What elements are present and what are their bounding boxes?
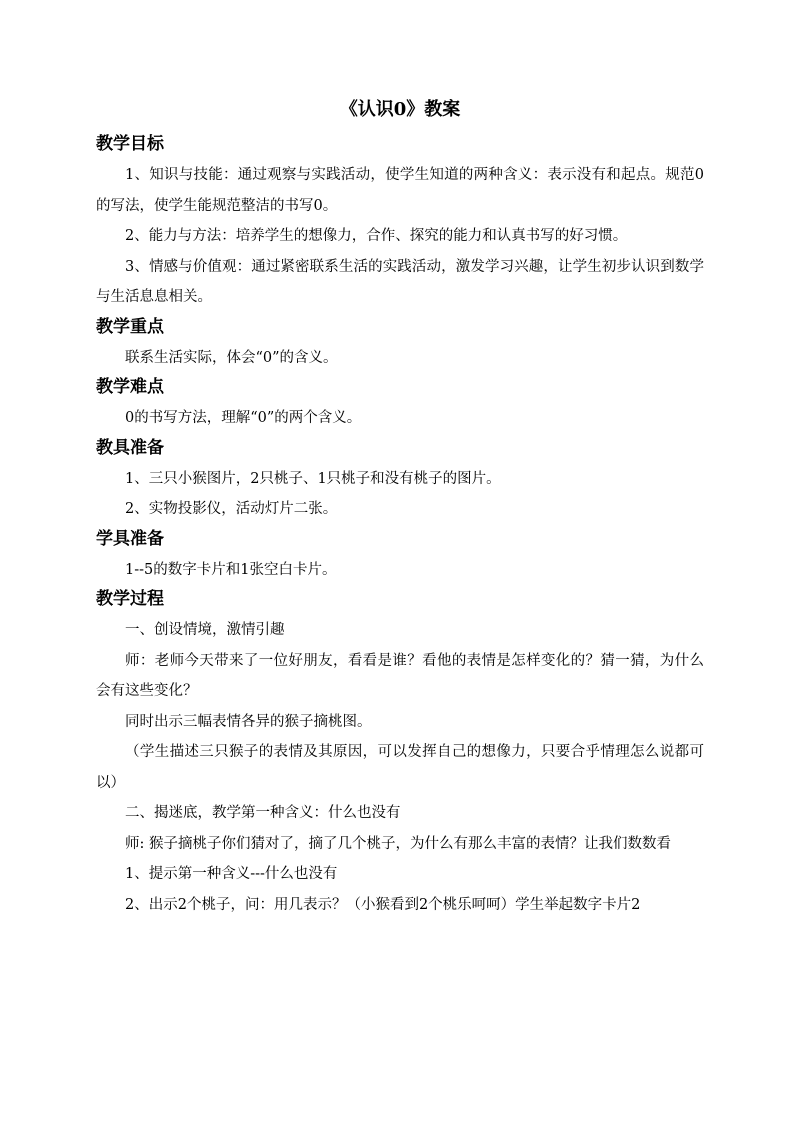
- paragraph: 1、提示第一种含义---什么也没有: [125, 866, 338, 882]
- paragraph: 二、揭迷底，教学第一种含义：什么也没有: [125, 805, 401, 821]
- section-heading-goals: 教学目标: [96, 134, 164, 154]
- paragraph: 同时出示三幅表情各异的猴子摘桃图。: [125, 713, 372, 730]
- section-heading-teaching-process: 教学过程: [96, 589, 164, 609]
- section-heading-teaching-aids: 教具准备: [96, 437, 164, 458]
- paragraph: 师: 猴子摘桃子你们猜对了，摘了几个桃子，为什么有那么丰富的表情？让我们数数看: [125, 835, 671, 852]
- paragraph: 0的书写方法，理解“0”的两个含义。: [125, 410, 362, 426]
- section-heading-key-points: 教学重点: [96, 316, 164, 337]
- section-heading-difficulties: 教学难点: [96, 377, 164, 397]
- paragraph: 2、实物投影仪，活动灯片二张。: [125, 501, 338, 517]
- paragraph: 联系生活实际，体会“0”的含义。: [125, 349, 338, 366]
- paragraph: 2、能力与方法：培养学生的想像力，合作、探究的能力和认真书写的好习惯。: [125, 228, 628, 244]
- paragraph: 师：老师今天带来了一位好朋友，看看是谁？看他的表情是怎样变化的？猜一猜，为什么会有这些变化？: [96, 652, 704, 699]
- section-heading-student-materials: 学具准备: [96, 528, 164, 549]
- paragraph: （学生描述三只猴子的表情及其原因，可以发挥自己的想像力，只要合乎情理怎么说都可以）: [96, 744, 704, 791]
- document-page: [96, 96, 704, 920]
- document-title: 《认识0》教案: [339, 99, 461, 120]
- paragraph: 3、情感与价值观：通过紧密联系生活的实践活动，激发学习兴趣，让学生初步认识到数学与生活息息相关。: [96, 258, 704, 305]
- paragraph: 1--5的数字卡片和1张空白卡片。: [125, 561, 337, 578]
- paragraph: 2、出示2个桃子，问：用几表示？（小猴看到2个桃乐呵呵）学生举起数字卡片2: [125, 896, 641, 913]
- paragraph: 1、三只小猴图片，2只桃子、1只桃子和没有桃子的图片。: [125, 470, 501, 487]
- paragraph: 1、知识与技能：通过观察与实践活动，使学生知道的两种含义：表示没有和起点。规范0的写法，使学生能规范整洁的书写0。: [96, 167, 704, 214]
- paragraph: 一、创设情境，激情引趣: [125, 622, 285, 638]
